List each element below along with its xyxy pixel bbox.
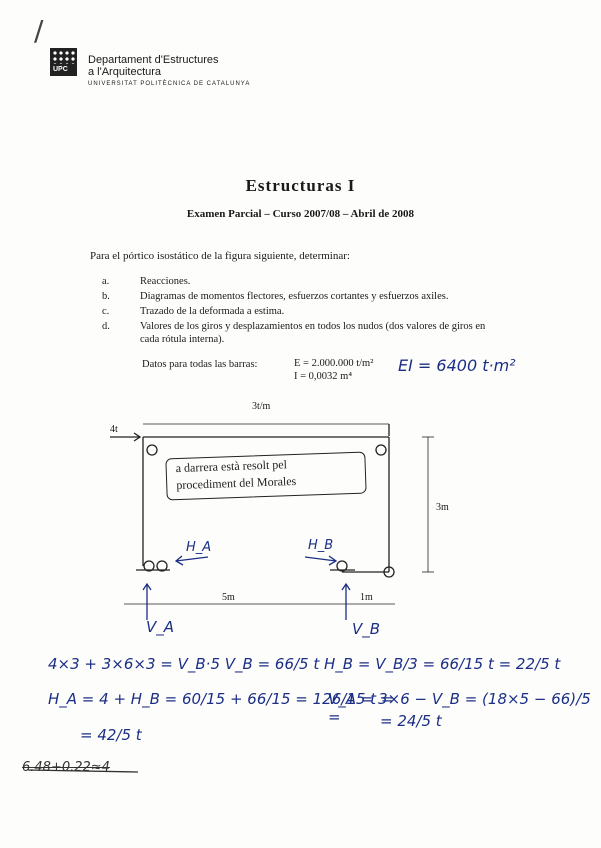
calc-line4: = 42/5 t	[80, 726, 142, 744]
height-label: 3m	[436, 502, 449, 513]
node-2	[376, 445, 386, 455]
ha-label: H_A	[186, 540, 212, 555]
inertia: I = 0,0032 m⁴	[294, 371, 352, 382]
node-1	[147, 445, 157, 455]
right-span-label: 1m	[360, 592, 373, 603]
list-item: b. Diagramas de momentos flectores, esfuerzos cortantes y esfuerzos axiles.	[102, 291, 449, 302]
calc-line5: = 24/5 t	[380, 712, 442, 730]
exam-title: Estructuras I	[245, 176, 356, 195]
datos-label: Datos para todas las barras:	[142, 359, 258, 370]
vb-label: V_B	[352, 620, 381, 638]
page-mark: /	[34, 14, 44, 47]
note-line2: procediment del Morales	[176, 473, 297, 493]
calc-line1: 4×3 + 3×6×3 = V_B·5 V_B = 66/5 t H_B = V_B/3 = 66/15 t = 22/5 t	[48, 655, 561, 673]
exam-subtitle: Examen Parcial – Curso 2007/08 – Abril de 2008	[186, 208, 415, 220]
note-line1: a darrera està resolt pel	[175, 457, 288, 476]
exam-intro: Para el pórtico isostático de la figura siguiente, determinar:	[90, 250, 350, 262]
span-label: 5m	[222, 592, 235, 603]
calc-line3: V_A = 3×6 − V_B = (18×5 − 66)/5 =	[328, 690, 591, 726]
upc-logo-text: UPC	[53, 66, 68, 73]
list-item: d. Valores de los giros y desplazamientos en todos los nudos (dos valores de giros en cada rótula interna).	[102, 321, 486, 345]
left-load-label: 4t	[110, 424, 118, 435]
list-item: a. Reacciones.	[102, 276, 191, 287]
department-line2: a l'Arquitectura	[88, 66, 162, 78]
elastic-modulus: E = 2.000.000 t/m²	[294, 358, 374, 369]
handwritten-ei: EI = 6400 t·m²	[398, 356, 516, 375]
university-name: UNIVERSITAT POLITÈCNICA DE CATALUNYA	[88, 81, 251, 87]
va-label: V_A	[146, 618, 175, 636]
department-line1: Departament d'Estructures	[88, 54, 219, 66]
list-item: c. Trazado de la deformada a estima.	[102, 306, 285, 317]
top-load-label: 3t/m	[252, 401, 271, 412]
calc-line2: H_A = 4 + H_B = 60/15 + 66/15 = 126/15 t =	[48, 690, 394, 708]
hb-label: H_B	[308, 538, 334, 553]
struck-text: 6.48+0.22≈4	[22, 760, 110, 775]
handwritten-note	[175, 456, 296, 494]
